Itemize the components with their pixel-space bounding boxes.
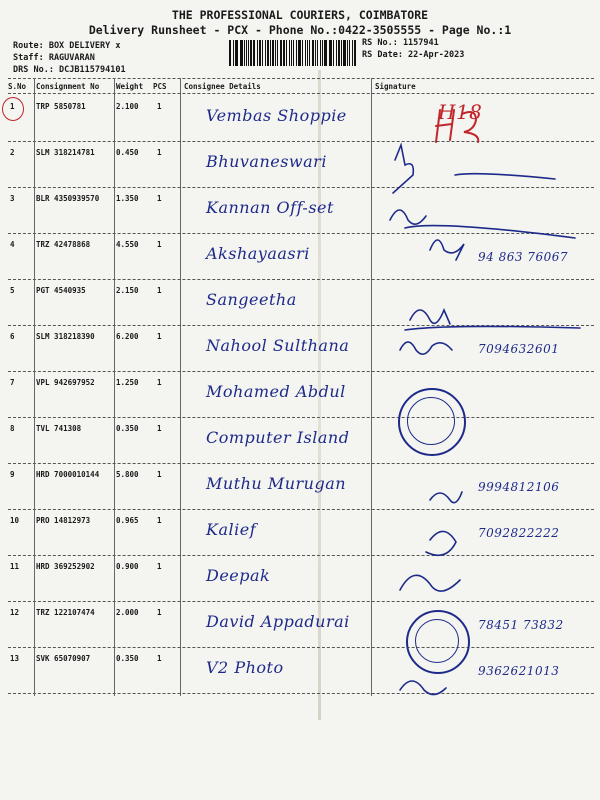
consignment-number: BLR 4350939570 [36,194,100,203]
pcs-count: 1 [157,654,162,663]
consignee-name: Bhuvaneswari [206,152,327,171]
weight-value: 2.100 [116,102,139,111]
weight-value: 1.350 [116,194,139,203]
weight-value: 0.450 [116,148,139,157]
signature-scrawl [390,210,426,224]
consignee-name: Akshayaasri [206,244,310,263]
pcs-count: 1 [157,240,162,249]
rs-date: RS Date: 22-Apr-2023 [362,50,465,60]
signature-scrawl [400,681,446,695]
consignment-number: SVK 65070907 [36,654,91,663]
weight-value: 0.350 [116,424,139,433]
weight-value: 2.000 [116,608,139,617]
weight-value: 5.800 [116,470,139,479]
consignee-name: Kalief [206,520,257,539]
signature-scrawl [405,326,580,330]
consignment-number: SLM 318218390 [36,332,95,341]
rs-number: RS No.: 1157941 [362,38,439,48]
pcs-count: 1 [157,332,162,341]
red-signature-scrawl [436,110,478,142]
row-sno: 3 [10,194,15,203]
consignee-name: Sangeetha [206,290,297,309]
signature-note: 9362621013 [478,664,560,678]
drs-number: DRS No.: DCJB115794101 [13,65,126,75]
consignee-name: Computer Island [206,428,350,447]
row-sno: 2 [10,148,15,157]
weight-value: 0.900 [116,562,139,571]
weight-value: 2.150 [116,286,139,295]
pcs-count: 1 [157,608,162,617]
row-sno: 6 [10,332,15,341]
consignee-name: Kannan Off-set [206,198,334,217]
signature-scrawl [400,342,452,354]
consignee-name: Vembas Shoppie [206,106,347,125]
consignment-number: TRZ 122107474 [36,608,95,617]
col-header-pcs: PCS [153,82,167,91]
courier-stamp-inner [407,397,455,445]
signature-scrawl [426,531,456,555]
signature-note: 7094632601 [478,342,560,356]
row-sno: 8 [10,424,15,433]
col-header-weight: Weight [116,82,144,91]
consignee-name: Nahool Sulthana [206,336,350,355]
consignee-name: V2 Photo [206,658,284,677]
weight-value: 0.965 [116,516,139,525]
consignee-name: Mohamed Abdul [206,382,346,401]
row-sno: 11 [10,562,20,571]
consignment-number: TRP 5850781 [36,102,86,111]
staff-label: Staff: RAGUVARAN [13,53,95,63]
row-sno: 7 [10,378,15,387]
pcs-count: 1 [157,148,162,157]
pcs-count: 1 [157,516,162,525]
row-sno: 4 [10,240,15,249]
pcs-count: 1 [157,424,162,433]
consignment-number: SLM 318214781 [36,148,95,157]
consignment-number: HRD 7000010144 [36,470,100,479]
consignment-number: VPL 942697952 [36,378,95,387]
row-sno: 10 [10,516,20,525]
weight-value: 0.350 [116,654,139,663]
runsheet-subtitle: Delivery Runsheet - PCX - Phone No.:0422-3505555 - Page No.:1 [88,23,512,37]
signature-note: 94 863 76067 [478,250,568,264]
signature-note: 7092822222 [478,526,560,540]
signature-scrawl [430,492,462,503]
weight-value: 4.550 [116,240,139,249]
pcs-count: 1 [157,562,162,571]
consignment-number: TVL 741308 [36,424,82,433]
consignment-number: PGT 4540935 [36,286,86,295]
col-header-consignment: Consignment No [36,82,100,91]
company-title: THE PROFESSIONAL COURIERS, COIMBATORE [171,8,429,22]
signature-scrawl [410,310,450,324]
consignment-number: HRD 369252902 [36,562,95,571]
signature-note: H18 [438,100,483,124]
row-sno: 13 [10,654,20,663]
pcs-count: 1 [157,286,162,295]
pcs-count: 1 [157,194,162,203]
consignment-number: TRZ 42478868 [36,240,91,249]
col-header-sno: S.No [8,82,27,91]
route-label: Route: BOX DELIVERY x [13,41,121,51]
col-header-consignee: Consignee Details [184,82,261,91]
consignee-name: Deepak [206,566,271,585]
row-sno: 9 [10,470,15,479]
row-sno: 5 [10,286,15,295]
weight-value: 1.250 [116,378,139,387]
pcs-count: 1 [157,378,162,387]
signature-scrawl [400,575,460,591]
signature-scrawl [430,240,464,260]
signature-scrawl [455,174,555,179]
signature-scrawl [393,145,413,193]
signature-note: 9994812106 [478,480,560,494]
row-sno: 12 [10,608,20,617]
pcs-count: 1 [157,470,162,479]
consignee-name: Muthu Murugan [206,474,347,493]
pcs-count: 1 [157,102,162,111]
consignee-name: David Appadurai [206,612,350,631]
signature-scrawl [405,226,575,238]
row-sno: 1 [10,102,15,111]
consignment-number: PRO 14812973 [36,516,91,525]
company-seal-stamp-inner [415,619,459,663]
signature-note: 78451 73832 [478,618,564,632]
weight-value: 6.200 [116,332,139,341]
col-header-signature: Signature [375,82,416,91]
